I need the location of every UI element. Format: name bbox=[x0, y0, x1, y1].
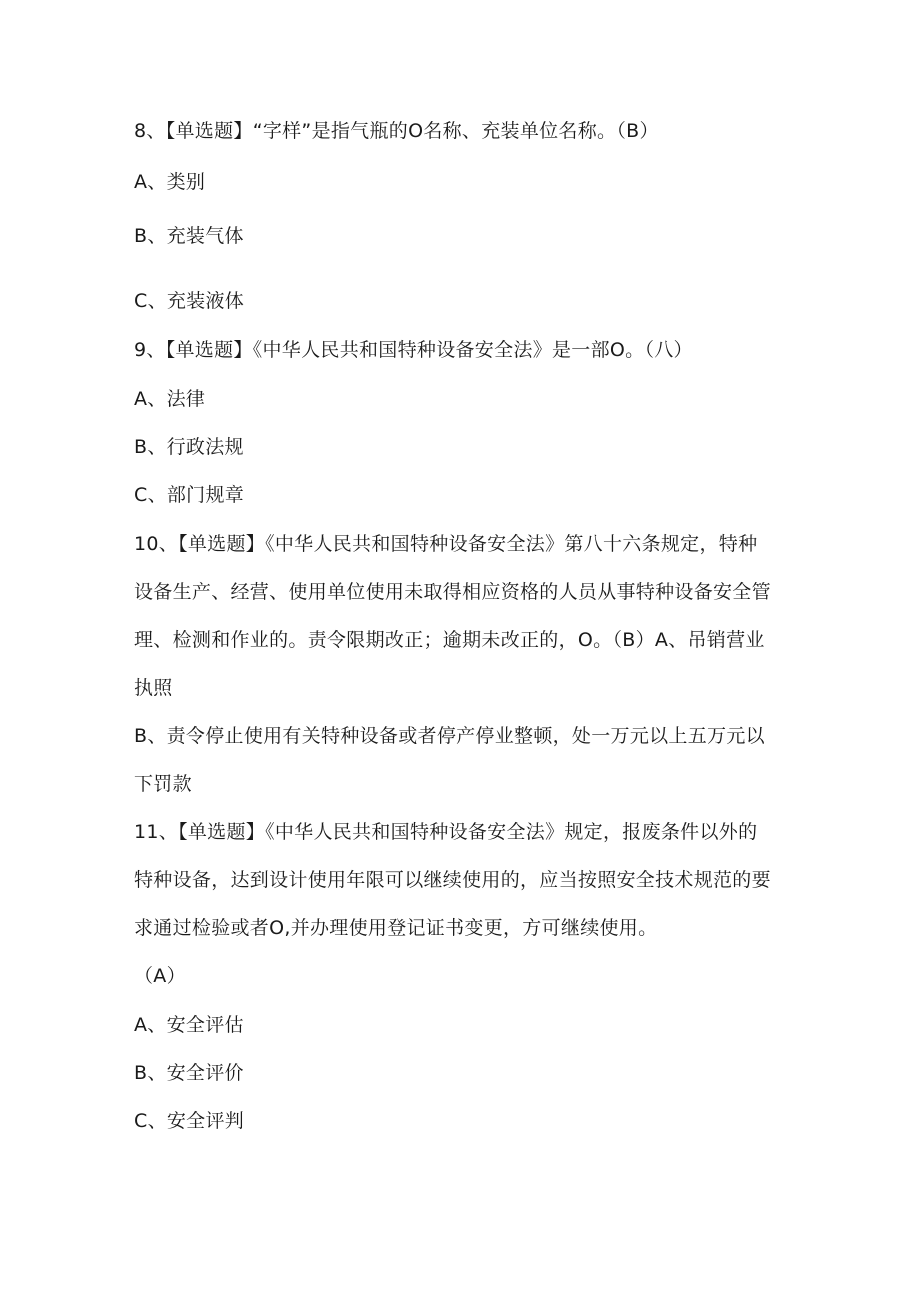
question-11-option-c: C、安全评判 bbox=[134, 1110, 245, 1132]
question-9-option-a: A、法律 bbox=[134, 388, 206, 410]
question-9-option-b: B、行政法规 bbox=[134, 436, 244, 458]
question-10-stem-line: 执照 bbox=[134, 677, 173, 699]
question-10-stem-line: 设备生产、经营、使用单位使用未取得相应资格的人员从事特种设备安全管 bbox=[134, 581, 771, 603]
question-9-option-c: C、部门规章 bbox=[134, 484, 245, 506]
question-11-stem-line: 求通过检验或者O,并办理使用登记证书变更，方可继续使用。 bbox=[134, 917, 658, 939]
question-11-option-b: B、安全评价 bbox=[134, 1062, 244, 1084]
question-9-stem: 9、【单选题】《中华人民共和国特种设备安全法》是一部O。（八） bbox=[134, 339, 693, 361]
question-11-answer: （A） bbox=[134, 965, 186, 987]
question-10-stem-line: 10、【单选题】《中华人民共和国特种设备安全法》第八十六条规定，特种 bbox=[134, 533, 758, 555]
question-8-option-c: C、充装液体 bbox=[134, 290, 245, 312]
question-10-option-b: B、责令停止使用有关特种设备或者停产停业整顿，处一万元以上五万元以 bbox=[134, 725, 765, 747]
question-10-option-b: 下罚款 bbox=[134, 773, 192, 795]
question-8-option-a: A、类别 bbox=[134, 171, 206, 193]
question-8-option-b: B、充装气体 bbox=[134, 225, 244, 247]
question-10-stem-line: 理、检测和作业的。责令限期改正；逾期未改正的，O。（B）A、吊销营业 bbox=[134, 629, 765, 651]
question-11-option-a: A、安全评估 bbox=[134, 1014, 244, 1036]
question-11-stem-line: 特种设备，达到设计使用年限可以继续使用的，应当按照安全技术规范的要 bbox=[134, 869, 771, 891]
question-11-stem-line: 11、【单选题】《中华人民共和国特种设备安全法》规定，报废条件以外的 bbox=[134, 821, 758, 843]
question-8-stem: 8、【单选题】“字样”是指气瓶的O名称、充装单位名称。（B） bbox=[134, 120, 659, 142]
